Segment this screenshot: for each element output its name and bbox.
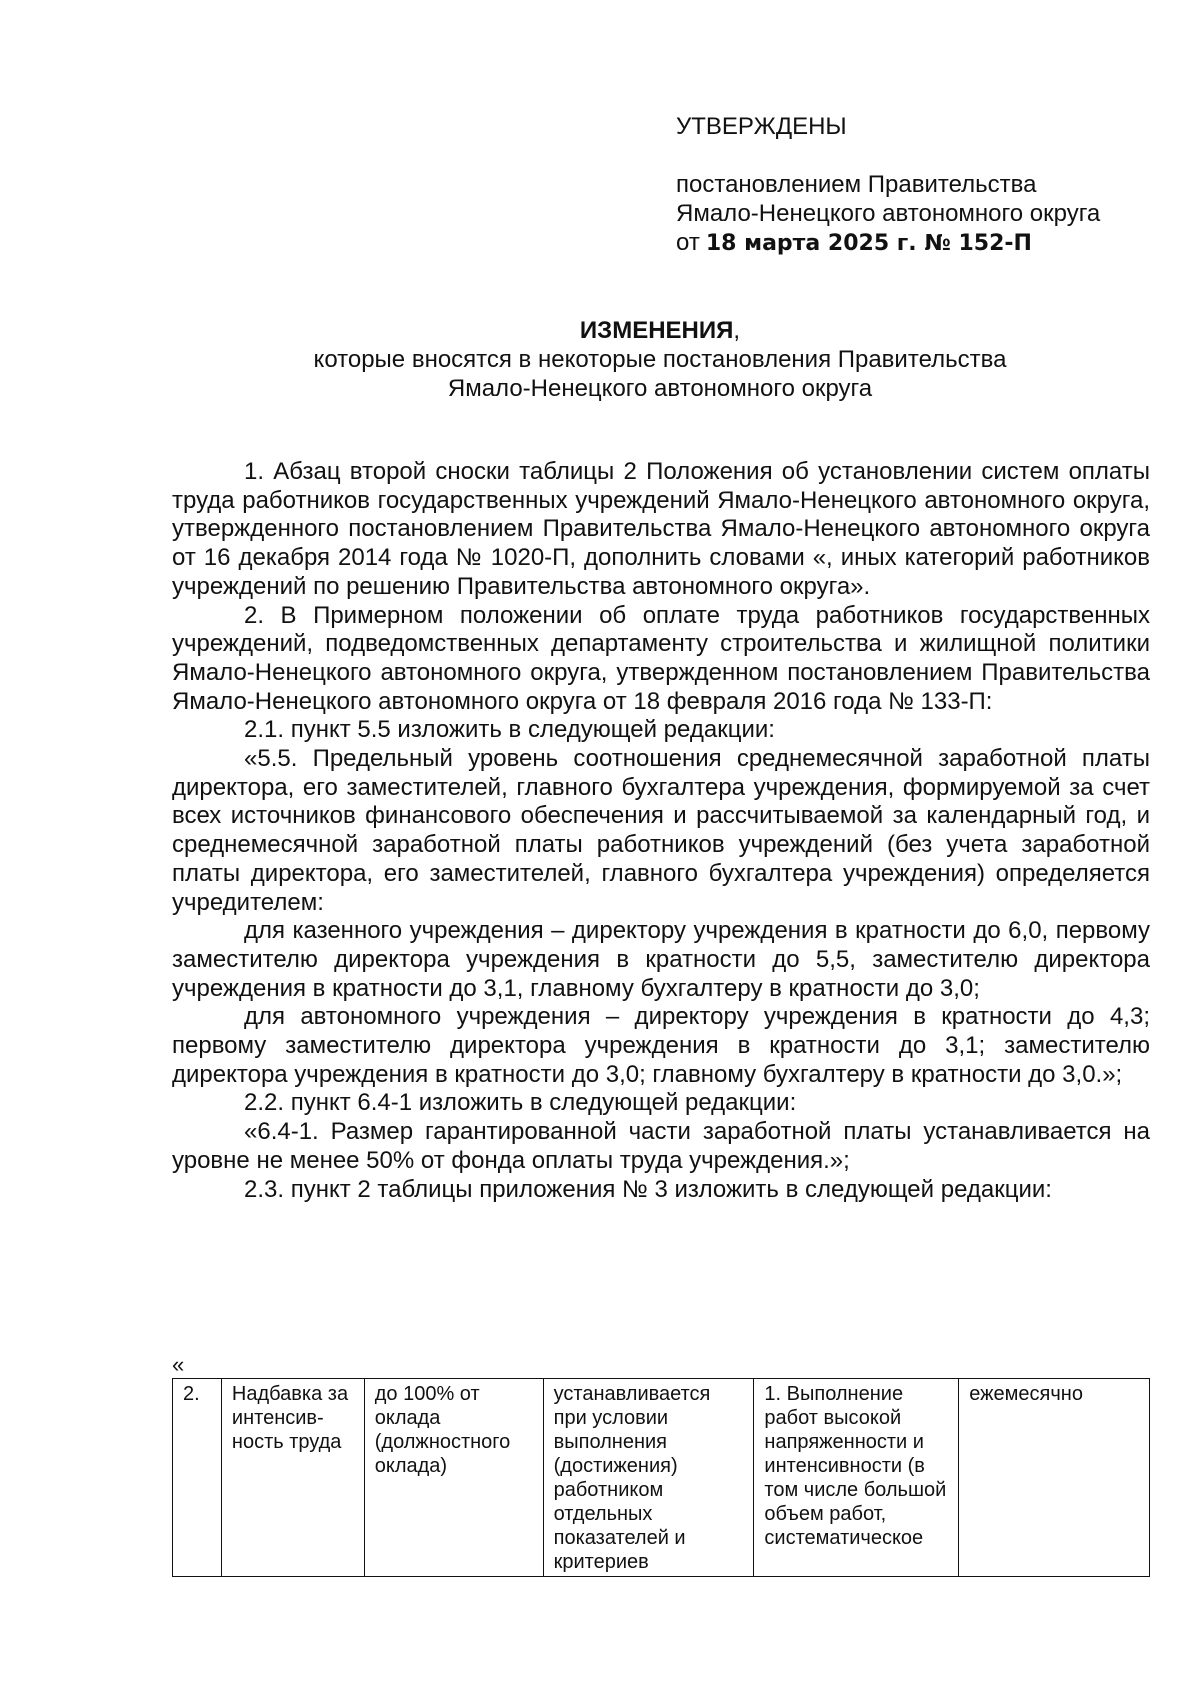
opening-quote: « [172, 1352, 185, 1377]
approval-date-line [676, 228, 1156, 258]
table-cell-frequency: ежемесячно [959, 1379, 1150, 1577]
approval-date-prefix: от [676, 229, 700, 256]
table-cell-amount: до 100% от оклада (должностного оклада) [364, 1379, 543, 1577]
approval-title: УТВЕРЖДЕНЫ [676, 113, 847, 140]
approval-date-value: 18 марта 2025 г. № 152-П [705, 231, 1032, 256]
paragraph-1: 1. Абзац второй сноски таблицы 2 Положения об установлении систем оплаты труда работников государственных учреждений Ямало-Ненецкого автономного округа, утвержденного постановлением Правительства Ямало-Ненецкого автономного округа от 16 декабря 2014 года № 1020-П, дополнить словами «, иных категорий работников учреждений по решению Правительства автономного округа». [172, 458, 1150, 600]
paragraph-2-1: 2.1. пункт 5.5 изложить в следующей редакции: [244, 716, 775, 744]
allowance-table [172, 1378, 1150, 1577]
approval-line-1: постановлением Правительства [676, 171, 1037, 198]
heading-subtitle-2: Ямало-Ненецкого автономного округа [447, 375, 873, 402]
paragraph-state-institution: для казенного учреждения – директору учреждения в кратности до 6,0, первому заместителю директора учреждения в кратности до 5,5, заместителю директора учреждения в кратности до 3,1, главному бухгалтеру в кратности до 3,0; [172, 917, 1150, 1002]
paragraph-2-2: 2.2. пункт 6.4-1 изложить в следующей редакции: [244, 1089, 797, 1117]
document-heading [170, 316, 1150, 403]
paragraph-autonomous-institution: для автономного учреждения – директору учреждения в кратности до 4,3; первому заместителю директора учреждения в кратности до 3,1; заместителю директора учреждения в кратности до 3,0; главному бухгалтеру в кратности до 3,0.»; [172, 1003, 1150, 1088]
table-cell-number: 2. [173, 1379, 222, 1577]
table-cell-condition: устанавливается при условии выполнения (достижения) работником отдельных показателей и критериев [543, 1379, 754, 1577]
table-cell-criteria: 1. Выполнение работ высокой напряженности и интенсивности (в том числе большой объем работ, систематическое [754, 1379, 959, 1577]
document-body [172, 458, 1150, 1204]
table-cell-name: Надбавка за интенсив-ность труда [221, 1379, 364, 1577]
paragraph-5-5: «5.5. Предельный уровень соотношения среднемесячной заработной платы директора, его заместителей, главного бухгалтера учреждения, формируемой за счет всех источников финансового обеспечения и рассчитываемой за календарный год, и среднемесячной заработной платы работников учреждений (без учета заработной платы директора, его заместителей, главного бухгалтера учреждения) определяется учредителем: [172, 745, 1150, 916]
approval-block [676, 112, 1156, 258]
heading-title: ИЗМЕНЕНИЯ [579, 317, 734, 344]
paragraph-6-4-1: «6.4-1. Размер гарантированной части заработной платы устанавливается на уровне не менее 50% от фонда оплаты труда учреждения.»; [172, 1118, 1150, 1174]
approval-line-2: Ямало-Ненецкого автономного округа [676, 200, 1101, 227]
paragraph-2-3: 2.3. пункт 2 таблицы приложения № 3 изложить в следующей редакции: [244, 1175, 1052, 1203]
table-row [173, 1379, 1150, 1577]
heading-title-suffix: , [733, 317, 741, 344]
heading-subtitle-1: которые вносятся в некоторые постановления Правительства [313, 346, 1007, 373]
paragraph-2: 2. В Примерном положении об оплате труда работников государственных учреждений, подведомственных департаменту строительства и жилищной политики Ямало-Ненецкого автономного округа, утвержденном постановлением Правительства Ямало-Ненецкого автономного округа от 18 февраля 2016 года № 133-П: [172, 601, 1150, 715]
heading-title-line [170, 316, 1150, 345]
